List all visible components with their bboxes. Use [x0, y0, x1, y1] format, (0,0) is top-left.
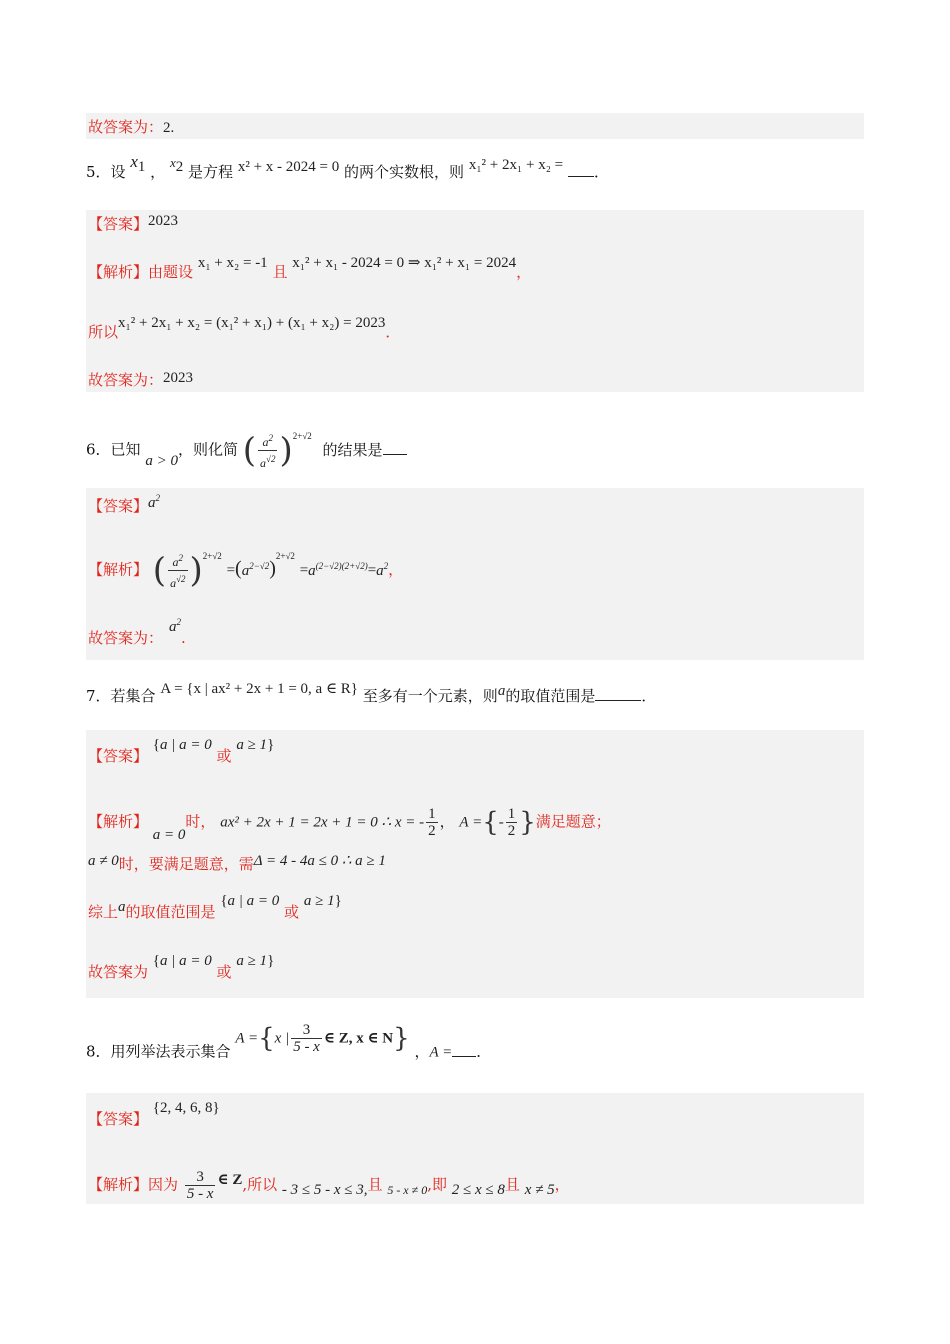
- answer-6-final: 故答案为：$a^2$.: [88, 617, 186, 647]
- answer-8: 【答案】 {2, 4, 6, 8}: [88, 1100, 220, 1128]
- answer-blank: [452, 1042, 476, 1057]
- analysis-7-case2: a ≠ 0时，要满足题意，需Δ = 4 - 4a ≤ 0 ∴ a ≥ 1: [88, 853, 386, 873]
- answer-8-block: [86, 1093, 864, 1204]
- answer-5: 【答案】2023: [88, 213, 179, 233]
- analysis-8: 【解析】因为 $\frac{3}{5 - x}$ ∈ Z,所以 - 3 ≤ 5 - x ≤ 3,且 $_{5 - x \ne 0}$,即 2 ≤ x ≤ 8且 x ≠ 5，: [88, 1169, 570, 1202]
- analysis-7-summary: 综上a的取值范围是 {a | a = 0 或 a ≥ 1}: [88, 893, 342, 921]
- answer-7-block: [86, 730, 864, 998]
- prev-answer-block: [86, 113, 864, 139]
- answer-5-block: [86, 210, 864, 392]
- question-6: 6．已知 a > 0，则化简 ( $\frac{a^2}{a^{√2}}$ )$^{2+√2}$ 的结果是: [86, 430, 407, 471]
- analysis-5-derivation: 所以x₁² + 2x₁ + x₂ = (x₁² + x₁) + (x₁ + x₂) = 2023．: [88, 315, 401, 341]
- answer-6-block: [86, 488, 864, 660]
- answer-blank: [568, 162, 594, 177]
- answer-6: 【答案】$a^2$: [88, 493, 161, 515]
- prev-answer: 故答案为：2.: [88, 118, 175, 136]
- question-7: 7．若集合 A = {x | ax² + 2x + 1 = 0, a ∈ R} 至多有一个元素，则a的取值范围是 ．: [86, 681, 657, 705]
- analysis-6: 【解析】 ( $\frac{a^2}{a^{√2}}$ )$^{2+√2} =(a^{2-√2})^{2+√2} =a^{(2-√2)(2+√2)}=a^2$，: [88, 550, 404, 591]
- analysis-7-case1: 【解析】 a = 0时， ax² + 2x + 1 = 2x + 1 = 0 ∴ x = - $\frac{1}{2}$ ， A ={- $\frac{1}{2}$ }满足题意；: [88, 806, 611, 843]
- question-5: 5．设 $x_1$ ， $x_2$ 是方程 x² + x - 2024 = 0 的两个实数根，则 x₁² + 2x₁ + x₂ = ．: [86, 152, 609, 181]
- q7-set: A = {x | ax² + 2x + 1 = 0, a ∈ R}: [160, 681, 359, 697]
- answer-blank: [595, 686, 641, 701]
- answer-7-final: 故答案为 {a | a = 0 或 a ≥ 1}: [88, 953, 275, 981]
- q5-equation: x² + x - 2024 = 0: [237, 159, 340, 175]
- question-8: 8．用列举法表示集合 A ={x | $\frac{3}{5 - x}$ ∈ Z, x ∈ N} ，A = ．: [86, 1022, 492, 1061]
- q5-expression: x₁² + 2x₁ + x₂ =: [468, 157, 564, 173]
- analysis-5: 【解析】由题设 x₁ + x₂ = -1 且 x₁² + x₁ - 2024 = 0 ⇒ x₁² + x₁ = 2024，: [88, 255, 532, 281]
- answer-blank: [383, 440, 407, 455]
- answer-7: 【答案】 {a | a = 0 或 a ≥ 1}: [88, 737, 275, 765]
- answer-5-final: 故答案为：2023: [88, 370, 194, 389]
